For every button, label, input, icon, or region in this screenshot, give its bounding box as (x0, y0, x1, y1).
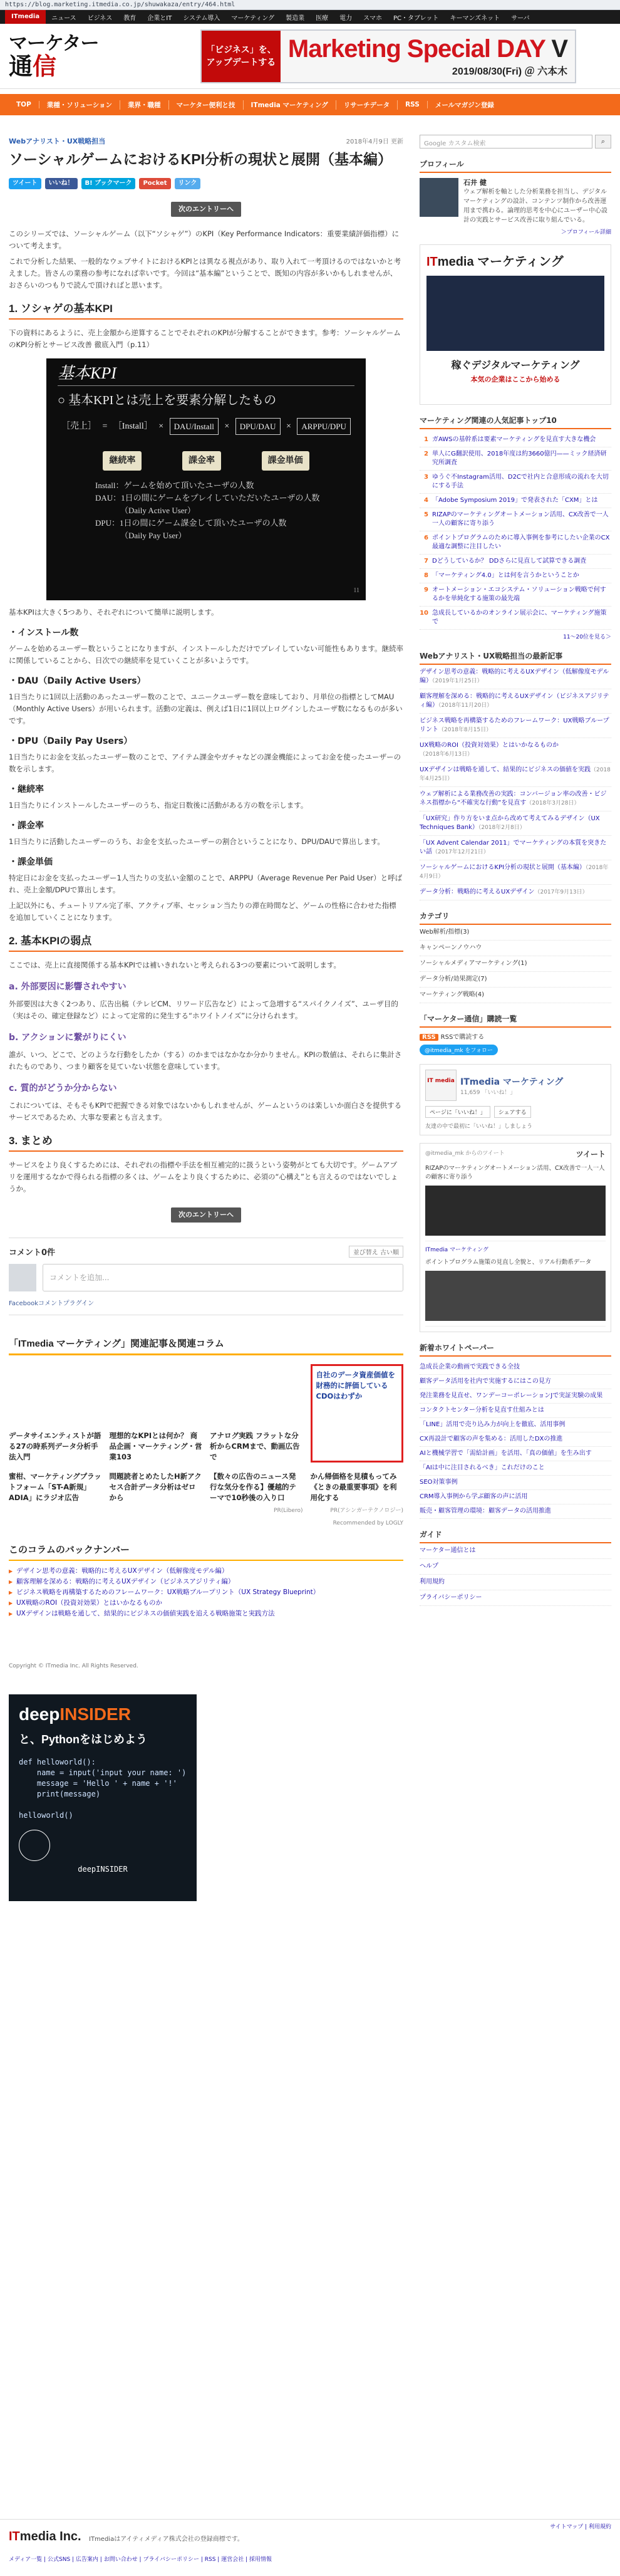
latest-articles-header: Webアナリスト・UX戦略担当の最新記事 (420, 650, 611, 665)
category-header: カテゴリ (420, 910, 611, 925)
profile (420, 178, 611, 225)
whitepaper-item[interactable]: 顧客データ活用を社内で実施するにはこの見方 (420, 1375, 611, 1389)
latest-article-date: （2018年11月20日） (438, 702, 493, 709)
ranking-item[interactable] (420, 494, 611, 508)
guide-item[interactable]: プライバシーポリシー (420, 1590, 611, 1606)
tweet-author[interactable]: ITmedia マーケティング (425, 1247, 488, 1253)
tweet-2-image (425, 1271, 606, 1321)
kpi-heading: ・DPU（Daily Pay Users） (9, 736, 133, 746)
latest-article-date: （2018年6月13日） (420, 751, 473, 758)
slide-notes: Install：ゲームを始めて頂いたユーザの人数 DAU：1日の間にゲームをプレイしていただいたユーザの人数 （Daily Active User） DPU：1日の間にゲーム課金して頂いたユーザの人数 （Daily Pay User） (95, 481, 320, 540)
facebook-like-page-button[interactable]: ページに「いいね！」 (425, 1106, 490, 1118)
latest-article-date: （2018年4月9日） (420, 865, 609, 880)
ad-logo: ITmedia マーケティング (426, 255, 564, 269)
ranking-title: ポイントプログラムのために導入事例を参考にしたい企業のCX最適な調整に注目したい (432, 534, 610, 550)
latest-article-title: 顧客理解を深める：戦略的に考えるUXデザイン（ビジネスアジリティ編） (420, 693, 609, 709)
twitter-timeline-by: @itmedia_mk からのツイート (425, 1150, 505, 1157)
footer-links[interactable]: メディア一覧 | 公式SNS | 広告案内 | お問い合わせ | プライバシーポリシー | RSS | 運営会社 | 採用情報 (9, 2557, 272, 2563)
profile-header: プロフィール (420, 159, 611, 173)
ranking-number: 7 (424, 558, 428, 565)
latest-article-title: 「UX研究」作り方をいま点から改めて考えてみるデザイン（UX Techniques Bank） (420, 815, 600, 831)
whitepaper-item[interactable]: 「AIは中に注目されるべき」これだけのこと (420, 1461, 611, 1476)
latest-articles-list (420, 665, 611, 900)
kpi-text: 1日当たりにインストールしたユーザーのうち、指定日数後に活動がある方の数を示します。 (9, 801, 308, 810)
ranking-item[interactable] (420, 471, 611, 494)
like-button[interactable]: いいね！ (45, 178, 78, 189)
kpi-pay-rate: 課金率 (182, 451, 221, 471)
network-nav-item[interactable]: スマホ (363, 14, 382, 22)
ad-subtitle: 本気の企業はここから始める (470, 375, 561, 383)
ranking-item[interactable] (420, 583, 611, 607)
weakness-heading: b. アクションに繋がりにくい (9, 1033, 127, 1043)
weakness-list (9, 981, 403, 1124)
section-1-heading: 1. ソシャゲの基本KPI (9, 303, 403, 320)
author-photo (420, 178, 458, 217)
network-nav-item[interactable]: ITmedia (5, 10, 46, 24)
ranking-item[interactable] (420, 447, 611, 471)
breadcrumb[interactable]: Webアナリスト・UX戦略担当 (9, 137, 106, 145)
next-entry-button[interactable]: 次のエントリーへ (171, 202, 241, 217)
network-nav-item[interactable]: ビジネス (87, 14, 113, 22)
section-2-text: ここでは、売上に直接関係する基本KPIでは補いきれないと考えられる3つの要素について説明します。 (9, 961, 341, 969)
category-nav-item[interactable]: TOP (9, 101, 39, 108)
ranking-title: RIZAPのマーケティングオートメーション活用、CX改善で一人一人の顧客に寄り添う (432, 511, 609, 527)
subscribe-header: 「マーケター通信」購読一覧 (420, 1013, 611, 1028)
latest-article-title: データ分析：戦略的に考えるUXデザイン (420, 889, 535, 895)
ranking-title: オートメーション・エコシステム・ソリューション戦略で何するかを単純化する施策の最先端 (432, 587, 606, 602)
latest-article-item[interactable] (420, 738, 611, 763)
pocket-button[interactable]: Pocket (139, 178, 170, 189)
ranking-number: 6 (424, 534, 428, 541)
comment-count: コメント0件 (9, 1248, 56, 1258)
kpi-list (9, 627, 403, 896)
related-card[interactable] (210, 1364, 303, 1463)
network-nav-item[interactable]: システム導入 (183, 14, 220, 22)
link-button[interactable]: リンク (175, 178, 201, 189)
category-item[interactable]: マーケティング戦略(4) (420, 988, 611, 1003)
latest-article-date: （2017年12月21日） (432, 849, 489, 855)
whitepaper-item[interactable]: AIと機械学習で「需給計画」を活用、「真の価値」を生み出す (420, 1447, 611, 1461)
related-header: 「ITmedia マーケティング」関連記事＆関連コラム (9, 1337, 403, 1355)
kpi-unit-price: 課金単価 (262, 451, 309, 471)
bookmark-button[interactable]: B! ブックマーク (81, 178, 136, 189)
ranking-title: Dどうしているか？ DDさらに見直して試算できる調査 (432, 558, 587, 565)
banner-title: Marketing Special DAY V (287, 35, 567, 63)
category-list (420, 925, 611, 1003)
related-card-title: 蜜柑、マーケティングプラットフォーム「ST-A新規」ADIA」にラジオ広告 (9, 1472, 101, 1502)
deep-tagline: と、Pythonをはじめよう (19, 1733, 147, 1746)
latest-article-item[interactable] (420, 860, 611, 885)
facebook-share-button[interactable]: シェアする (494, 1106, 531, 1118)
footer-company: ITmediaはアイティメディア株式会社の登録商標です。 (89, 2536, 244, 2543)
category-item[interactable]: キャンペーンノウハウ (420, 941, 611, 956)
whitepaper-item[interactable]: 「LINE」活用で売り込み力が向上を徹底、活用事例 (420, 1418, 611, 1432)
kpi-text: 1日当たりに1回以上活動のあったユーザー数のことで、ユニークユーザー数を意味しており、月単位の指標としてMAU（Monthly Active Users）が用いられます。活動の定義は、例えば1日に1回以上ログインしたユーザ数になるものが多いです。 (9, 692, 403, 725)
copyright: Copyright © ITmedia Inc. All Rights Reserved. (9, 1663, 138, 1669)
category-nav-item[interactable]: 業界・職種 (120, 100, 169, 110)
whitepaper-item[interactable]: SEO対策事例 (420, 1476, 611, 1490)
related-card-title: かん帰価格を見積もってみ《ときの最重要事項》を利用化する (310, 1472, 397, 1502)
latest-article-item[interactable] (420, 885, 611, 900)
intro-p2: これで分析した結果、一般的なウェブサイトにおけるKPIとは異なる視点があり、取り入れて一考頂けるのではないかと考えました。皆さんの業務の参考になれば幸いです。今回は“基本編”ということで、既知の内容が多いかもしれませんが、おさらいのつもりで読んで頂ければと思います。 (9, 257, 401, 289)
whitepaper-item[interactable]: 販売・顧客管理の環境：顧客データの活用推進 (420, 1504, 611, 1519)
ranking-title: 単人にG翻訳使用、2018年度は約3660億円——ミック経済研究所調査 (432, 451, 607, 466)
latest-article-item[interactable] (420, 689, 611, 714)
related-grid-2 (9, 1471, 403, 1516)
comment-sort-select[interactable]: 並び替え 古い順 (349, 1246, 403, 1258)
kpi-text: ゲームを始めるユーザー数ということになりますが、インストールしただけでプレイしていない可能性もあります。継続率に関係していることから、日次での継続率を見ていくことが多いようです。 (9, 644, 403, 665)
article-title: ソーシャルゲームにおけるKPI分析の現状と展開（基本編） (9, 151, 392, 167)
network-nav-item[interactable]: 教育 (123, 14, 137, 22)
ranking-number: 4 (424, 497, 428, 504)
rss-link[interactable]: RSS RSSで購読する (420, 1031, 611, 1041)
category-nav-item[interactable]: メールマガジン登録 (435, 101, 494, 109)
section-1-text: 下の資料にあるように、売上金額から逆算することでそれぞれのKPIが分解することができます。参考：ソーシャルゲームのKPI分析とサービス改善 徹底入門（p.11） (9, 328, 401, 349)
related-card-title: 【数々の広告のニュース発行な気分を作る】優越的テーマで10秒後の入り口 (210, 1472, 296, 1502)
related-card-image (9, 1364, 102, 1427)
related-card-title: データサイエンティストが語る27の時系列データ分析手法入門 (9, 1431, 101, 1461)
network-nav-item[interactable]: マーケティング (231, 14, 275, 22)
guide-list (420, 1543, 611, 1606)
social-buttons (9, 178, 403, 189)
footer-logo[interactable]: ITmedia Inc. (9, 2530, 81, 2543)
slide-header: 基本KPI (58, 367, 354, 386)
weakness-heading: c. 質的がどうか分からない (9, 1083, 117, 1093)
ranking-number: 8 (424, 572, 428, 579)
ad-title: 稼ぐデジタルマーケティング (451, 360, 580, 371)
kpi-text: 1日当たりに活動したユーザーのうち、お金を支払ったユーザーの割合ということになり、DPU/DAUで算出します。 (9, 837, 385, 846)
category-item[interactable]: Web解析/指標(3) (420, 925, 611, 941)
author-name: 石井 健 (463, 179, 487, 187)
backnumber-item[interactable]: ▶ ビジネス戦略を再構築するためのフレームワーク：UX戦略ブループリント（UX Strategy Blueprint） (9, 1587, 403, 1598)
kpi-heading: ・DAU（Daily Active Users） (9, 676, 146, 686)
category-nav-item[interactable]: RSS (398, 101, 428, 108)
twitter-follow-button[interactable]: @itmedia_mk をフォロー (420, 1045, 498, 1055)
related-card[interactable] (110, 1471, 203, 1516)
logo-line2: 通信 (9, 51, 57, 80)
latest-article-title: ウェブ解析による業務改善の実践：コンバージョン率の改善・ビジネス指標から“不確実な行動”を見直す (420, 791, 607, 806)
category-item[interactable]: ソーシャルメディアマーケティング(1) (420, 956, 611, 972)
ranking-number: 5 (424, 511, 428, 518)
category-nav (0, 94, 620, 115)
related-card-source: PR(アシンガーテクノロジー) (330, 1508, 403, 1514)
search-input[interactable]: Google カスタム検索 (420, 135, 592, 149)
python-logo-icon (19, 1830, 50, 1861)
twitter-timeline-header: ツイート (576, 1150, 606, 1159)
related-card[interactable] (9, 1471, 102, 1516)
related-card-title: アナログ実践 フラットな分析からCRMまで、動画広告で (210, 1431, 300, 1461)
backnumber-item[interactable]: ▶ UXデザインは戦略を通して、結果的にビジネスの価値実践を追える戦略施策と実践方法 (9, 1609, 403, 1619)
weakness-text: 誰が、いつ、どこで、どのような行動をしたか（する）のかまではなかなか分かりません。KPIの数値は、それらに集計されたものであり、つまり顧客を見ていない状態を意味しています。 (9, 1050, 402, 1071)
ranking-item[interactable] (420, 569, 611, 583)
ranking-number: 2 (424, 451, 428, 457)
related-card-title: 理想的なKPIとは何か？ 商品企画・マーケティング・営業103 (109, 1431, 202, 1461)
facebook-friends-text: 友達の中で最初に「いいね！」しましょう (425, 1124, 533, 1130)
facebook-page-logo: IT media (425, 1070, 457, 1101)
network-nav-item[interactable]: サーバ (511, 14, 530, 22)
network-nav-item[interactable]: 電力 (339, 14, 353, 22)
latest-article-date: （2018年2月8日） (478, 825, 525, 831)
kpi-outro: 上記以外にも、チュートリアル完了率、アクティブ率、セッション当たりの滞在時間など、ゲームの性格に合わせた指標を追加していくことになります。 (9, 901, 396, 922)
network-nav-item[interactable]: PC・タブレット (393, 14, 439, 22)
ranking-title: 「マーケティング4.0」とは何を言うかということか (432, 572, 579, 579)
banner-tagline: 「ビジネス」を、アップデートする (202, 31, 281, 82)
whitepaper-header: 新着ホワイトペーパー (420, 1342, 611, 1357)
profile-more-link[interactable]: ＞プロフィール詳細 (561, 229, 611, 236)
category-nav-item[interactable]: ITmedia マーケティング (244, 100, 336, 110)
recommended-by[interactable]: Recommended by LOGLY (333, 1520, 403, 1526)
author-bio: ウェブ解析を軸とした分析業務を担当し、デジタルマーケティングの設計、コンテンツ制作から改善運用まで携わる。論理的思考を中心にユーザー中心設計の実践とサービス改善に取り組んでいる。 (463, 189, 607, 224)
related-card[interactable] (311, 1471, 404, 1516)
whitepaper-item[interactable]: 発注業務を見直せ、ワンデーコーポレーションJで実証実験の成果 (420, 1389, 611, 1404)
latest-article-title: 「UX Advent Calendar 2011」でマーケティングの本質を突きたい話 (420, 840, 607, 855)
tweet-1-image (425, 1186, 606, 1236)
latest-article-date: （2017年9月13日） (534, 889, 588, 895)
section-2-heading: 2. 基本KPIの弱点 (9, 935, 403, 952)
kpi-retention: 継続率 (103, 451, 142, 471)
tweet-2[interactable]: ポイントプログラム施策の見直し全貌と、リアル行動系データ (425, 1258, 606, 1327)
network-nav-item[interactable]: ニュース (51, 14, 76, 22)
weakness-text: これについては、そもそもKPIで把握できる対象ではないかもしれませんが、ゲームというのは楽しいか面白さを提供するサービスであるため、大事な要素とも言えます。 (9, 1101, 402, 1122)
site-logo[interactable] (9, 28, 140, 85)
latest-article-title: UXデザインは戦略を通して、結果的にビジネスの価値を実践 (420, 766, 591, 773)
url-bar[interactable]: https://blog.marketing.itmedia.co.jp/shuwakaza/entry/464.html (0, 0, 620, 10)
section-3-text: サービスをより良くするためには、それぞれの指標や手法を相互補完的に扱うという姿勢がとても大切です。ゲームアプリを運用するなかで得られる指標の多くは、ゲームをより良くするために、必須の“心構え”とも言えるのではないでしょうか。 (9, 1160, 398, 1193)
ranking-title: 「Adobe Symposium 2019」で発表された「CXM」とは (432, 497, 598, 504)
network-nav-item[interactable]: 医療 (316, 14, 329, 22)
banner-right (281, 34, 575, 78)
backnumber-list (9, 1566, 403, 1619)
deep-insider-ad[interactable] (9, 1694, 197, 1901)
latest-article-item[interactable] (420, 836, 611, 860)
event-banner[interactable] (200, 29, 576, 83)
guide-item[interactable]: 利用規約 (420, 1575, 611, 1590)
ranking-title: 急成長しているかのオンライン展示会に、マーケティング施策で (432, 610, 607, 625)
slide-formula: ［売上］ = ［Install］ × DAU/Install × DPU/DAU × ARPPU/DPU (61, 418, 351, 435)
facebook-page-box (420, 1064, 611, 1135)
kpi-heading: ・インストール数 (9, 628, 79, 638)
latest-article-title: ソーシャルゲームにおけるKPI分析の現状と展開（基本編） (420, 864, 586, 871)
related-card-image (110, 1364, 203, 1427)
latest-article-item[interactable] (420, 763, 611, 787)
related-card-source: PR(Libero) (274, 1508, 303, 1514)
slide-page-number: 11 (353, 587, 359, 594)
latest-article-item[interactable] (420, 714, 611, 738)
ranking-number: 10 (420, 610, 428, 617)
ad-image (426, 276, 604, 351)
guide-header: ガイド (420, 1529, 611, 1543)
latest-article-date: （2018年8月15日） (438, 727, 492, 733)
article-body (9, 228, 403, 1195)
search-form (420, 135, 611, 149)
kpi-heading: ・継続率 (9, 785, 44, 795)
ranking-item[interactable] (420, 607, 611, 630)
related-grid (9, 1364, 403, 1463)
category-nav-item[interactable]: リサーチデータ (336, 100, 398, 110)
guide-item[interactable]: マーケター通信とは (420, 1543, 611, 1559)
twitter-timeline (420, 1143, 611, 1332)
latest-article-title: デザイン思考の意義：戦略的に考えるUXデザイン（低解像度モデル編） (420, 669, 609, 684)
latest-article-item[interactable] (420, 811, 611, 836)
kpi-heading: ・課金率 (9, 821, 44, 831)
weakness-heading: a. 外部要因に影響されやすい (9, 982, 127, 992)
related-card[interactable] (210, 1471, 303, 1516)
related-card[interactable] (311, 1364, 404, 1463)
network-nav (0, 10, 620, 24)
article-date: 2018年4月9日 更新 (346, 138, 403, 145)
comment-input[interactable]: コメントを追加... (43, 1264, 403, 1291)
latest-article-date: （2018年3月28日） (526, 800, 580, 806)
search-icon[interactable]: ⌕ (595, 135, 611, 149)
whitepaper-list (420, 1360, 611, 1519)
ranking-title: ガAWSの基幹系は要素マーケティングを見直す大きな機会 (432, 436, 596, 443)
network-nav-item[interactable]: 製造業 (286, 14, 305, 22)
weakness-text: 外部要因は大きく2つあり、広告出稿（テレビCM、リワード広告など）によって急増する“スパイクノイズ”、ユーザ目的（実はその、確定登録など）によって定常的に発生する“ホワイトノイズ”に分けられます。 (9, 999, 398, 1020)
backnumber-item[interactable]: ▶ 顧客理解を深める：戦略的に考えるUXデザイン（ビジネスアジリティ編） (9, 1577, 403, 1587)
category-item[interactable]: データ分析/効果測定(7) (420, 972, 611, 988)
facebook-comment-plugin[interactable]: Facebookコメントプラグイン (9, 1298, 403, 1315)
ranking-item[interactable] (420, 531, 611, 555)
ranking-more-link[interactable]: 11〜20位を見る＞ (563, 634, 611, 640)
facebook-page-name[interactable]: ITmedia マーケティング 11,659 「いいね！」 (460, 1077, 564, 1096)
next-entry-button-bottom[interactable]: 次のエントリーへ (171, 1207, 241, 1223)
kpi-text: 特定日にお金を支払ったユーザー1人当たりの支払い金額のことで、ARPPU（Average Revenue Per Paid User）と呼ばれ、売上金額/DPUで算出します。 (9, 873, 403, 894)
whitepaper-item[interactable]: CRM導入事例から学ぶ顧客の声に活用 (420, 1490, 611, 1504)
avatar (9, 1264, 36, 1291)
ranking-list (420, 433, 611, 630)
related-card[interactable] (110, 1364, 203, 1463)
related-card-title: 問題読者とめたしたH新アクセス合計データ分析はゼロから (109, 1472, 202, 1502)
comments-section (9, 1238, 403, 1315)
kpi-slide (46, 358, 366, 600)
intro-p1: このシリーズでは、ソーシャルゲーム（以下“ソシャゲ”）のKPI（Key Performance Indicators：重要業績評価指標）について考えます。 (9, 229, 400, 250)
whitepaper-item[interactable]: コンタクトセンター分析を見直す仕組みとは (420, 1404, 611, 1418)
latest-article-title: ビジネス戦略を再構築するためのフレームワーク：UX戦略ブループリント (420, 717, 609, 733)
latest-article-item[interactable] (420, 787, 611, 811)
ranking-item[interactable] (420, 508, 611, 531)
site-header (0, 24, 620, 89)
banner-date: 2019/08/30(Fri) ＠ 六本木 (452, 66, 567, 77)
main-column (9, 135, 403, 1901)
sidebar (420, 135, 611, 1606)
deep-footer: deepINSIDER (78, 1865, 128, 1874)
tweet-1[interactable]: RIZAPのマーケティングオートメーション活用、CX改善で一人一人の顧客に寄り添う (425, 1164, 606, 1241)
slide-question: ○ 基本KPIとは売上を要素分解したもの (58, 394, 277, 407)
category-nav-item[interactable]: マーケター便利と技 (169, 100, 244, 110)
kpi-text: 1日当たりにお金を支払ったユーザー数のことで、アイテム課金やガチャなどの課金機能によってお金を使ったユーザーの数を示します。 (9, 753, 401, 773)
ranking-number: 1 (424, 436, 428, 443)
footer-sitemap[interactable]: サイトマップ | 利用規約 (550, 2524, 611, 2530)
kpi-heading: ・課金単価 (9, 857, 53, 867)
ranking-number: 9 (424, 587, 428, 593)
rss-icon: RSS (420, 1034, 438, 1041)
category-nav-item[interactable]: 業種・ソリューション (39, 100, 120, 110)
latest-article-item[interactable] (420, 665, 611, 689)
network-nav-item[interactable]: 企業とIT (147, 14, 172, 22)
after-slide-text: 基本KPIは大きく5つあり、それぞれについて簡単に説明します。 (9, 608, 219, 617)
latest-article-title: UX戦略のROI（投資対効果）とはいかなるものか (420, 742, 559, 749)
itmedia-marketing-ad[interactable] (420, 244, 611, 405)
site-footer (0, 2519, 620, 2576)
latest-article-date: （2018年4月25日） (420, 767, 611, 782)
ranking-title: ゆうぐ不Instagram活用、D2Cで社内と合意形成の流れを大切にする手法 (432, 474, 609, 489)
logo-line1: マーケター (9, 32, 99, 55)
whitepaper-item[interactable]: 急成長企業の動画で実践できる全技 (420, 1360, 611, 1375)
whitepaper-item[interactable]: CX再設計で顧客の声を集める：活用したDXの推進 (420, 1432, 611, 1447)
slide-kpi-labels (83, 451, 329, 471)
section-3-heading: 3. まとめ (9, 1135, 403, 1152)
deep-code: def helloworld(): name = input('input your name: ') message = 'Hello ' + name + '!' print(message) helloworld() (19, 1758, 187, 1820)
ranking-item[interactable] (420, 433, 611, 447)
latest-article-date: （2019年1月25日） (432, 678, 483, 684)
related-card[interactable] (9, 1364, 102, 1463)
network-nav-item[interactable]: キーマンズネット (450, 14, 500, 22)
ranking-number: 3 (424, 474, 428, 481)
related-card-title: 自社のデータ資産価値を財務的に評価しているCDOはわずか (316, 1370, 395, 1400)
related-card-image (210, 1364, 303, 1427)
backnumber-item[interactable]: ▶ デザイン思考の意義：戦略的に考えるUXデザイン（低解像度モデル編） (9, 1566, 403, 1577)
backnumber-item[interactable]: ▶ UX戦略のROI（投資対効果）とはいかなるものか (9, 1598, 403, 1609)
guide-item[interactable]: ヘルプ (420, 1559, 611, 1575)
deep-logo: deepINSIDER (19, 1704, 131, 1724)
tweet-button[interactable]: ツイート (9, 178, 41, 189)
ranking-header: マーケティング関連の人気記事トップ10 (420, 415, 611, 429)
ranking-item[interactable] (420, 555, 611, 569)
backnumber-header: このコラムのバックナンバー (9, 1543, 403, 1561)
